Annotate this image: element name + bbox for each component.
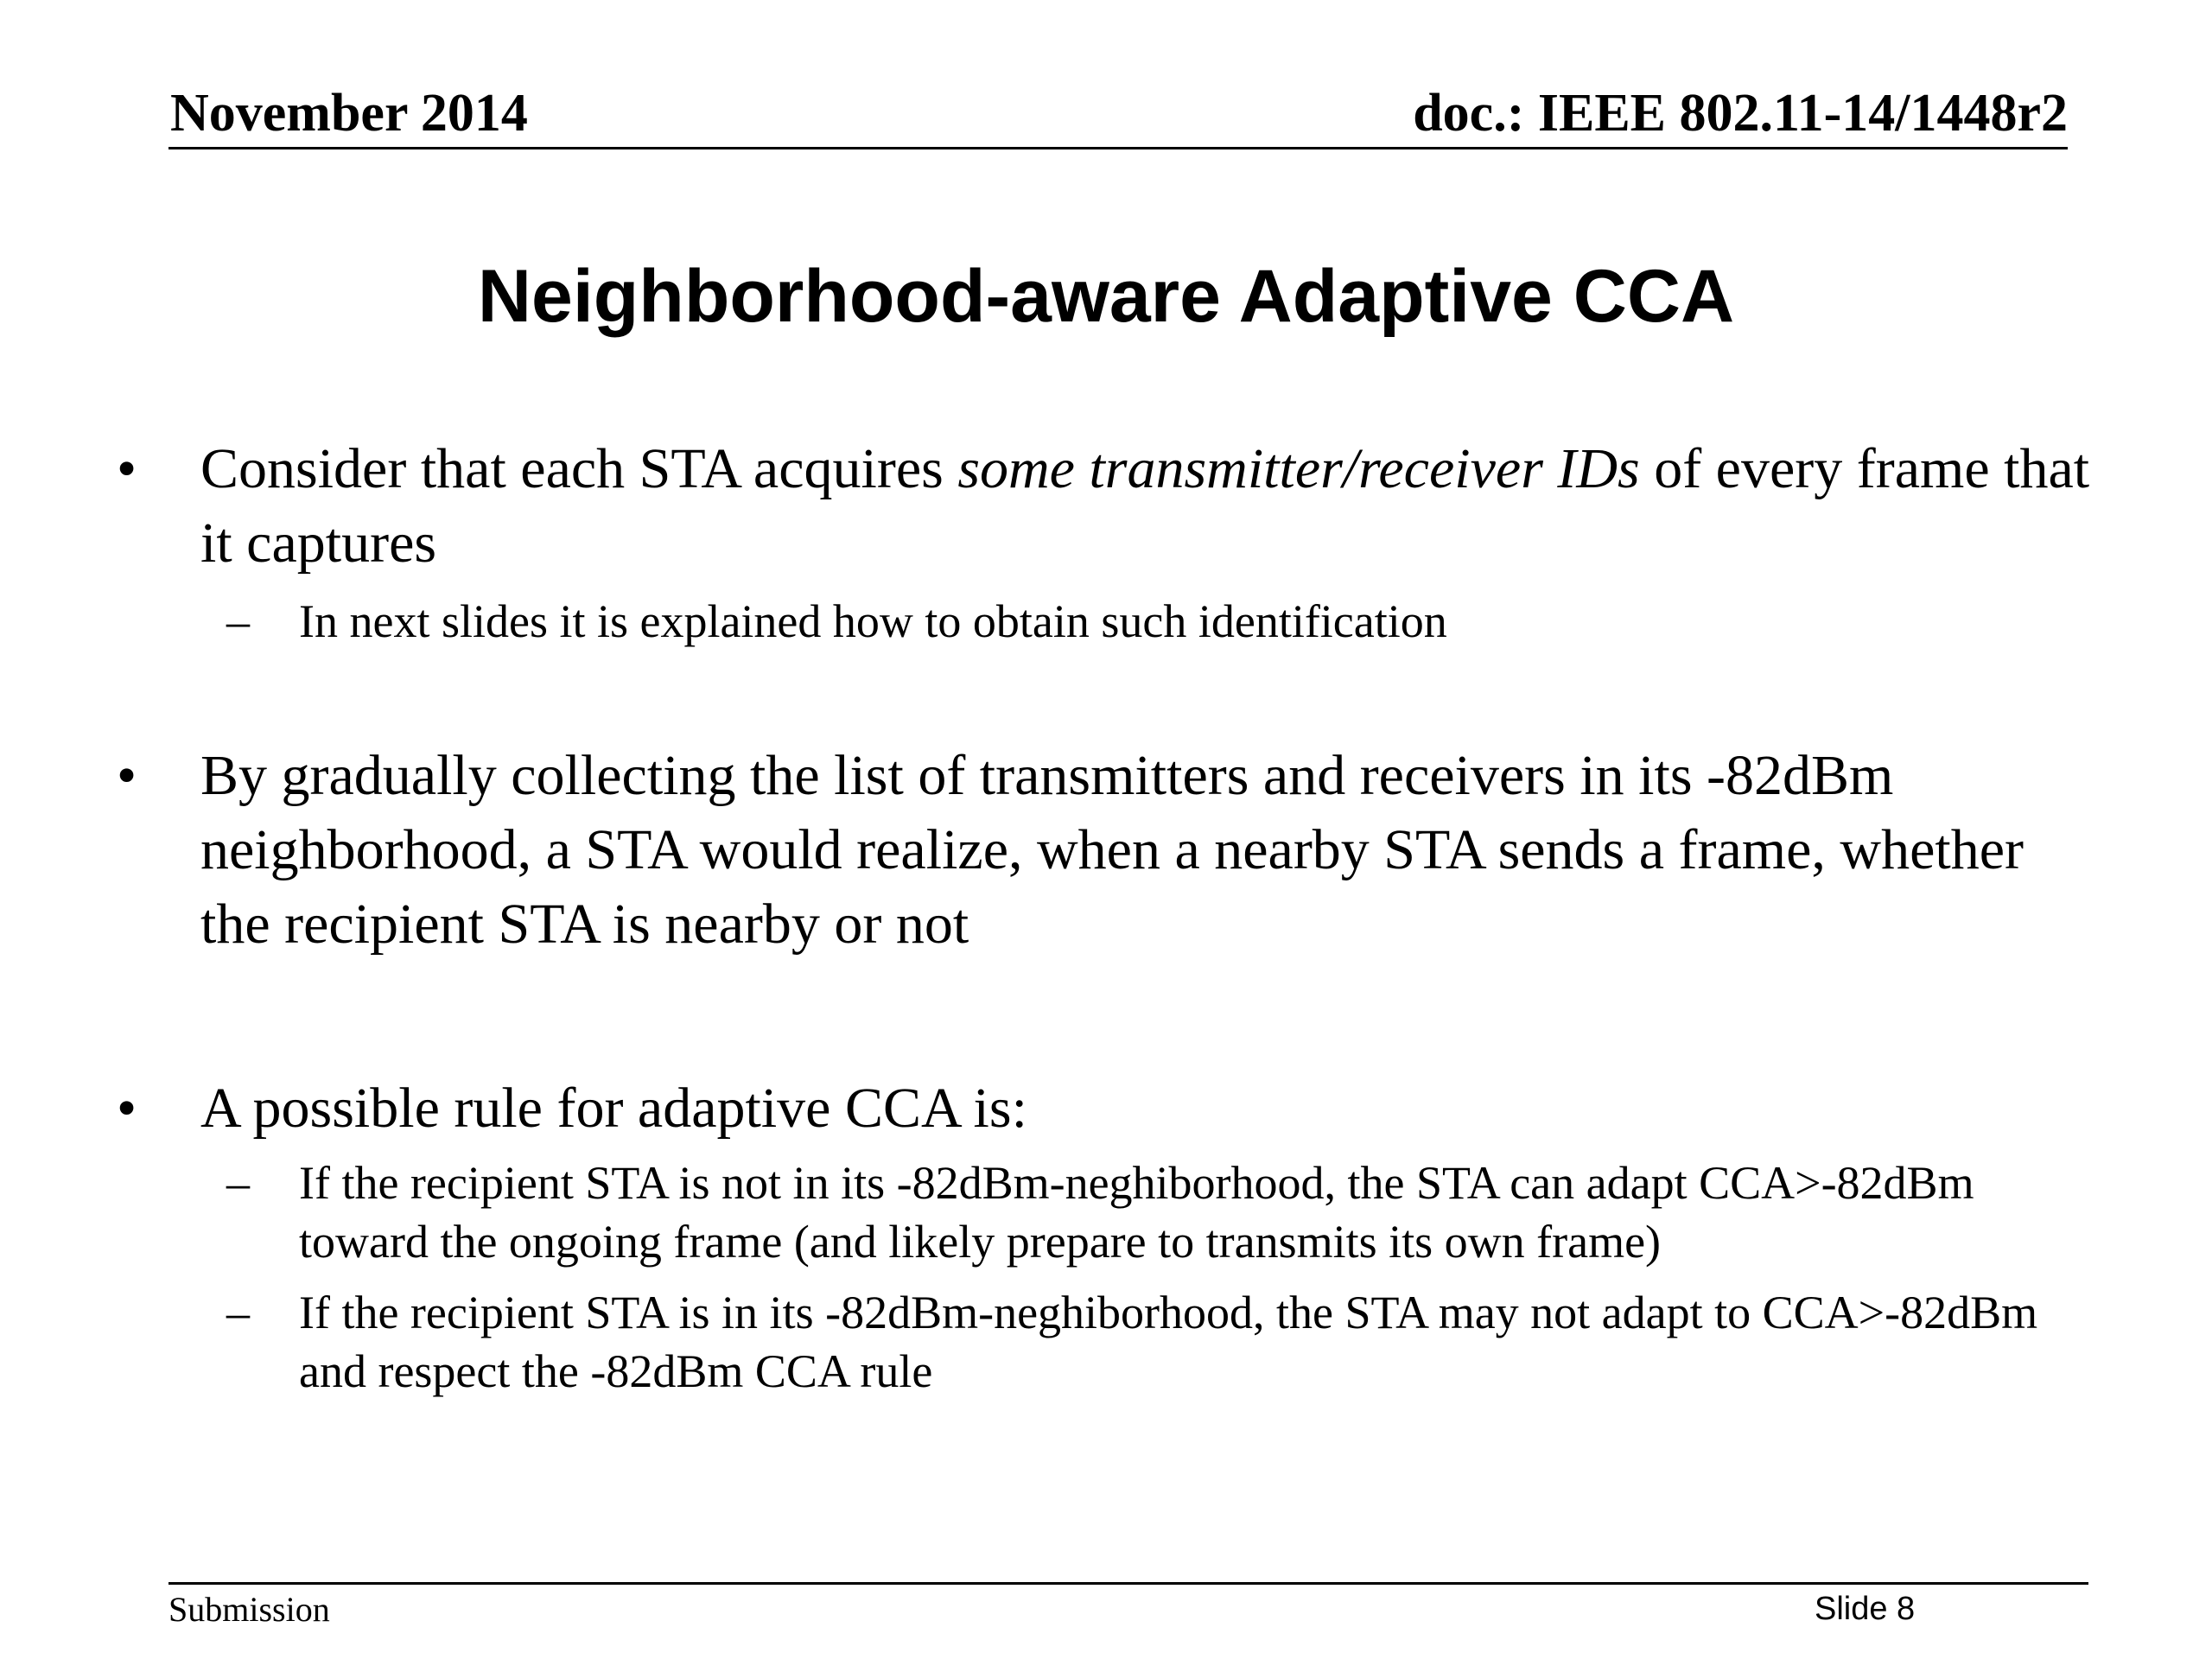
sub-bullet-text: If the recipient STA is in its -82dBm-neghiborhood, the STA may not adapt to CCA>-82dBm and respect the -82dBm CCA rule [299, 1287, 2038, 1397]
sub-bullet-marker: – [226, 1287, 250, 1338]
bullet-marker: • [117, 437, 137, 500]
bullet-text: By gradually collecting the list of transmitters and receivers in its -82dBm neighborhood, a STA would realize, when a nearby STA sends a frame, whether the recipient STA is nearby or not [200, 744, 2024, 956]
sub-bullet-marker: – [226, 595, 250, 647]
header-doc-id: doc.: IEEE 802.11-14/1448r2 [1413, 84, 2068, 143]
header-divider [168, 147, 2068, 149]
footer-divider [168, 1582, 2088, 1585]
header-date: November 2014 [170, 84, 528, 143]
sub-bullet-text: If the recipient STA is not in its -82dBm-neghiborhood, the STA can adapt CCA>-82dBm toward the ongoing frame (and likely prepare to transmits its own frame) [299, 1157, 1974, 1268]
bullet-text-part: of every frame that it captures [200, 437, 2090, 575]
footer-submission: Submission [168, 1590, 330, 1629]
footer-slide-number: Slide 8 [1815, 1591, 1916, 1627]
sub-bullet-marker: – [226, 1157, 250, 1209]
bullet-marker: • [117, 1077, 137, 1140]
bullet-text-italic: some transmitter/receiver IDs [957, 437, 1640, 500]
slide-title: Neighborhood-aware Adaptive CCA [477, 255, 1735, 338]
bullet-text-part: Consider that each STA acquires [200, 437, 958, 500]
bullet-marker: • [117, 744, 137, 807]
sub-bullet-text: In next slides it is explained how to obtain such identification [299, 595, 1447, 647]
bullet-text [200, 432, 2093, 581]
bullet-text: A possible rule for adaptive CCA is: [200, 1077, 1027, 1140]
